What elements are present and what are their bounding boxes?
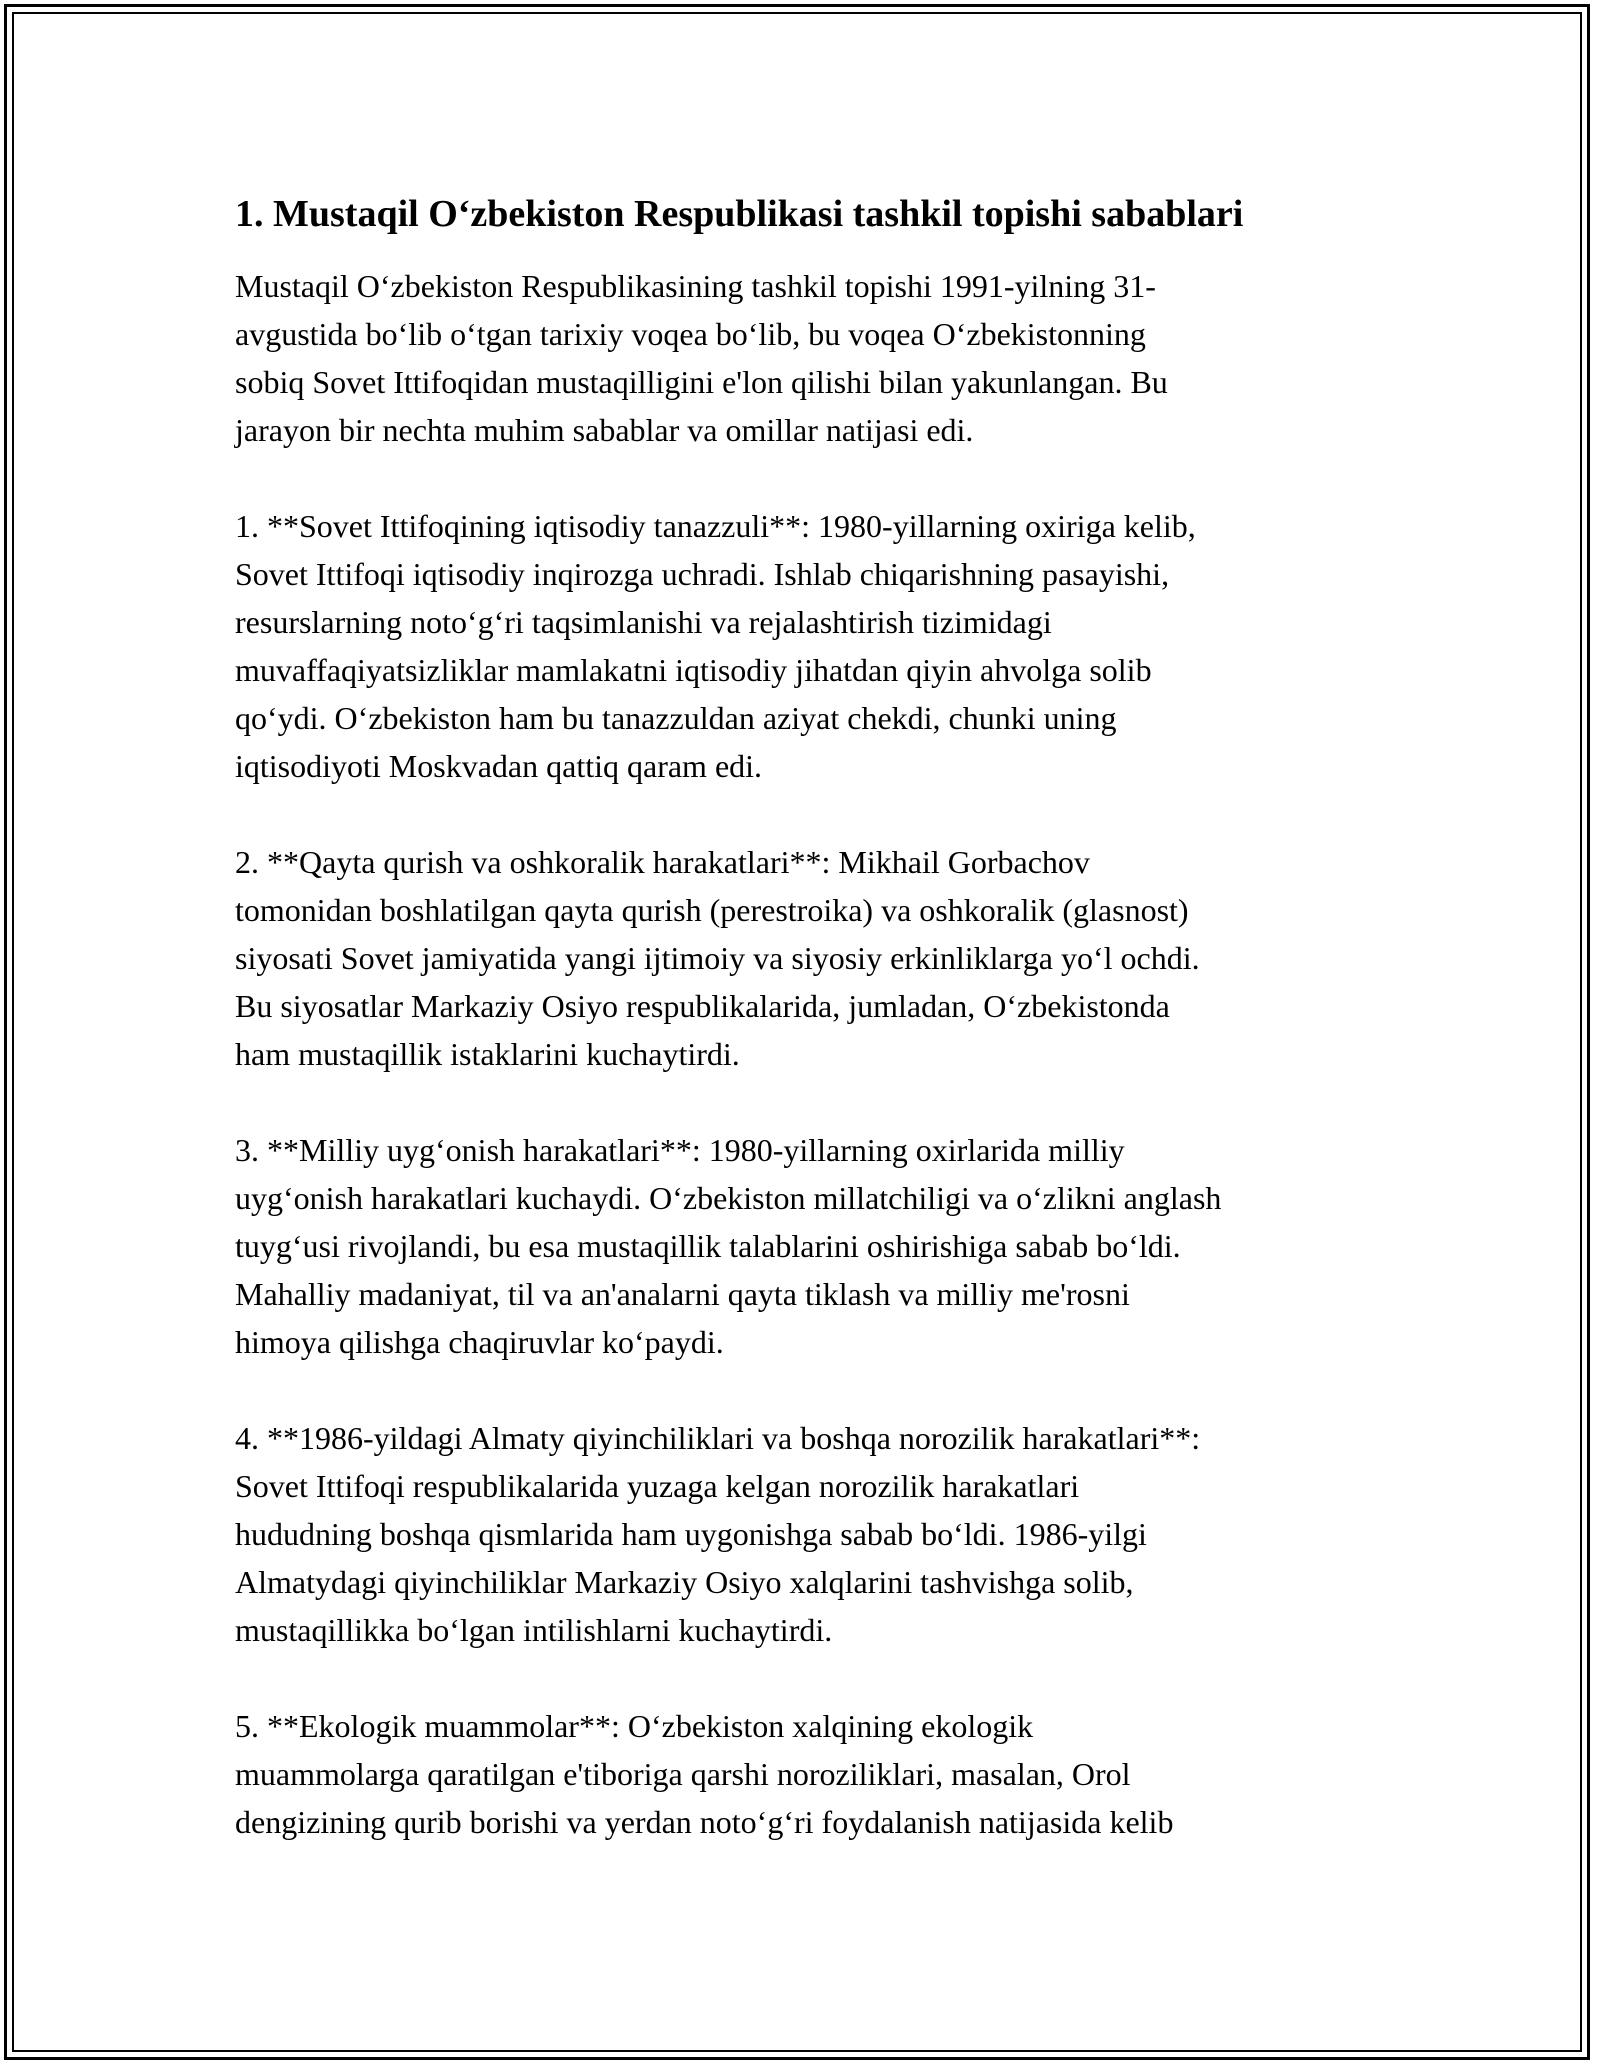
document-body [235, 186, 1375, 1846]
list-item: 3. **Milliy uyg‘onish harakatlari**: 1980-yillarning oxirlarida milliy uyg‘onish harakatlari kuchaydi. O‘zbekiston millatchiligi va o‘zlikni anglash tuyg‘usi rivojlandi, bu esa mustaqillik talablarini oshirishiga sabab bo‘ldi. Mahalliy madaniyat, til va an'analarni qayta tiklash va milliy me'rosni himoya qilishga chaqiruvlar ko‘paydi. [235, 1132, 1222, 1360]
document-title: 1. Mustaqil O‘zbekiston Respublikasi tashkil topishi sabablari [235, 193, 1244, 235]
list-item: 5. **Ekologik muammolar**: O‘zbekiston xalqining ekologik muammolarga qaratilgan e'tiboriga qarshi noroziliklari, masalan, Orol dengizining qurib borishi va yerdan noto‘g‘ri foydalanish natijasida kelib [235, 1708, 1174, 1840]
list-item: 4. **1986-yildagi Almaty qiyinchiliklari va boshqa norozilik harakatlari**: Sovet Ittifoqi respublikalarida yuzaga kelgan norozilik harakatlari hududning boshqa qismlarida ham uygonishga sabab bo‘ldi. 1986-yilgi Almatydagi qiyinchiliklar Markaziy Osiyo xalqlarini tashvishga solib, mustaqillikka bo‘lgan intilishlarni kuchaytirdi. [235, 1420, 1201, 1648]
intro-paragraph: Mustaqil O‘zbekiston Respublikasining tashkil topishi 1991-yilning 31- avgustida bo‘lib o‘tgan tarixiy voqea bo‘lib, bu voqea O‘zbekistonning sobiq Sovet Ittifoqidan mustaqilligini e'lon qilishi bilan yakunlangan. Bu jarayon bir nechta muhim sabablar va omillar natijasi edi. [235, 268, 1168, 448]
list-item: 2. **Qayta qurish va oshkoralik harakatlari**: Mikhail Gorbachov tomonidan boshlatilgan qayta qurish (perestroika) va oshkoralik (glasnost) siyosati Sovet jamiyatida yangi ijtimoiy va siyosiy erkinliklarga yo‘l ochdi. Bu siyosatlar Markaziy Osiyo respublikalarida, jumladan, O‘zbekistonda ham mustaqillik istaklarini kuchaytirdi. [235, 844, 1200, 1072]
list-item: 1. **Sovet Ittifoqining iqtisodiy tanazzuli**: 1980-yillarning oxiriga kelib, Sovet Ittifoqi iqtisodiy inqirozga uchradi. Ishlab chiqarishning pasayishi, resurslarning noto‘g‘ri taqsimlanishi va rejalashtirish tizimidagi muvaffaqiyatsizliklar mamlakatni iqtisodiy jihatdan qiyin ahvolga solib qo‘ydi. O‘zbekiston ham bu tanazzuldan aziyat chekdi, chunki uning iqtisodiyoti Moskvadan qattiq qaram edi. [235, 508, 1196, 784]
